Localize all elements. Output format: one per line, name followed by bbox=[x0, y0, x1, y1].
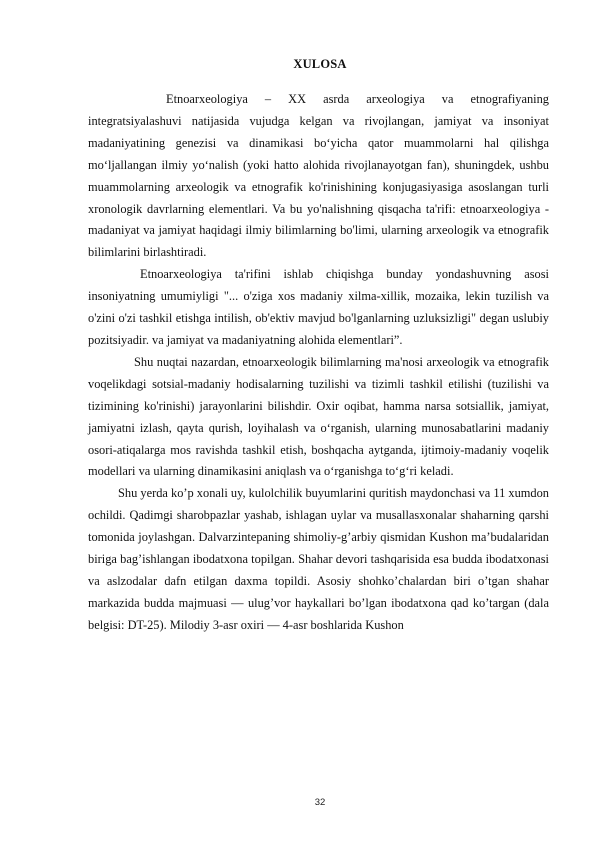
paragraph-2: Etnoarxeologiya ta'rifini ishlab chiqishga bunday yondashuvning asosi insoniyatning umumiyligi "... o'ziga xos madaniy xilma-xillik, mozaika, lekin tuzilish va o'zini o'zi tashkil etishga intilish, ob'ektiv mavjud bo'lganlarning uzluksizligi" degan uslubiy pozitsiyadir. va jamiyat va madaniyatning alohida elementlari”. bbox=[88, 267, 549, 347]
paragraph-4: Shu yerda ko’p xonali uy, kulolchilik buyumlarini quritish maydonchasi va 11 xumdon ochildi. Qadimgi sharobpazlar yashab, ishlagan uylar va musallasxonalar shaharning qarshi tomonida joylashgan. Dalvarzintepaning shimoliy-g’arbiy qismidan Kushon ma’budalaridan biriga bag’ishlangan ibodatxona topilgan. Shahar devori tashqarisida esa budda ibodatxonasi va aslzodalar dafn etilgan daxma topildi. Asosiy shohko’chalardan biri o’tgan shahar markazida budda majmuasi — ulug’vor haykallari bo’lgan ibodatxona qad ko’targan (dala belgisi: DT-25). Milodiy 3-asr oxiri — 4-asr boshlarida Kushon bbox=[88, 486, 549, 632]
document-body bbox=[88, 89, 549, 637]
page-title: XULOSA bbox=[293, 57, 347, 71]
page-number: 32 bbox=[314, 797, 326, 808]
paragraph-3: Shu nuqtai nazardan, etnoarxeologik bilimlarning ma'nosi arxeologik va etnografik voqelikdagi sotsial-madaniy hodisalarning tuzilishi va tizimli tashkil etilishi (tuzilishi va tizimining ko'rinishi) jarayonlarini bilishdir. Oxir oqibat, hamma narsa sotsiallik, jamiyat, jamiyatni izlash, qayta qurish, loyihalash va o‘rganish, ularning munosabatlarini madaniy osori-atiqalarga mos ravishda tashkil etish, boshqacha aytganda, ijtimoiy-madaniy voqelik modellari va ularning dinamikasini aniqlash va o‘rganishga to‘g‘ri keladi. bbox=[88, 354, 549, 479]
paragraph-1: Etnoarxeologiya – XX asrda arxeologiya va etnografiyaning integratsiyalashuvi natijasida vujudga kelgan va rivojlangan, jamiyat va insoniyat madaniyatining genezisi va dinamikasi bo‘yicha qator muammolarni hal qilishga mo‘ljallangan ilmiy yo‘nalish (yoki hatto alohida rivojlanayotgan fan), shuningdek, ushbu muammolarning arxeologik va etnografik ko'rinishining konjugasiyasiga asoslangan turli xronologik davrlarning elementlari. Va bu yo'nalishning qisqacha ta'rifi: etnoarxeologiya - madaniyat va jamiyat haqidagi ilmiy bilimlarning bo'limi, ularning arxeologik va etnografik bilimlarini birlashtiradi. bbox=[88, 92, 549, 260]
